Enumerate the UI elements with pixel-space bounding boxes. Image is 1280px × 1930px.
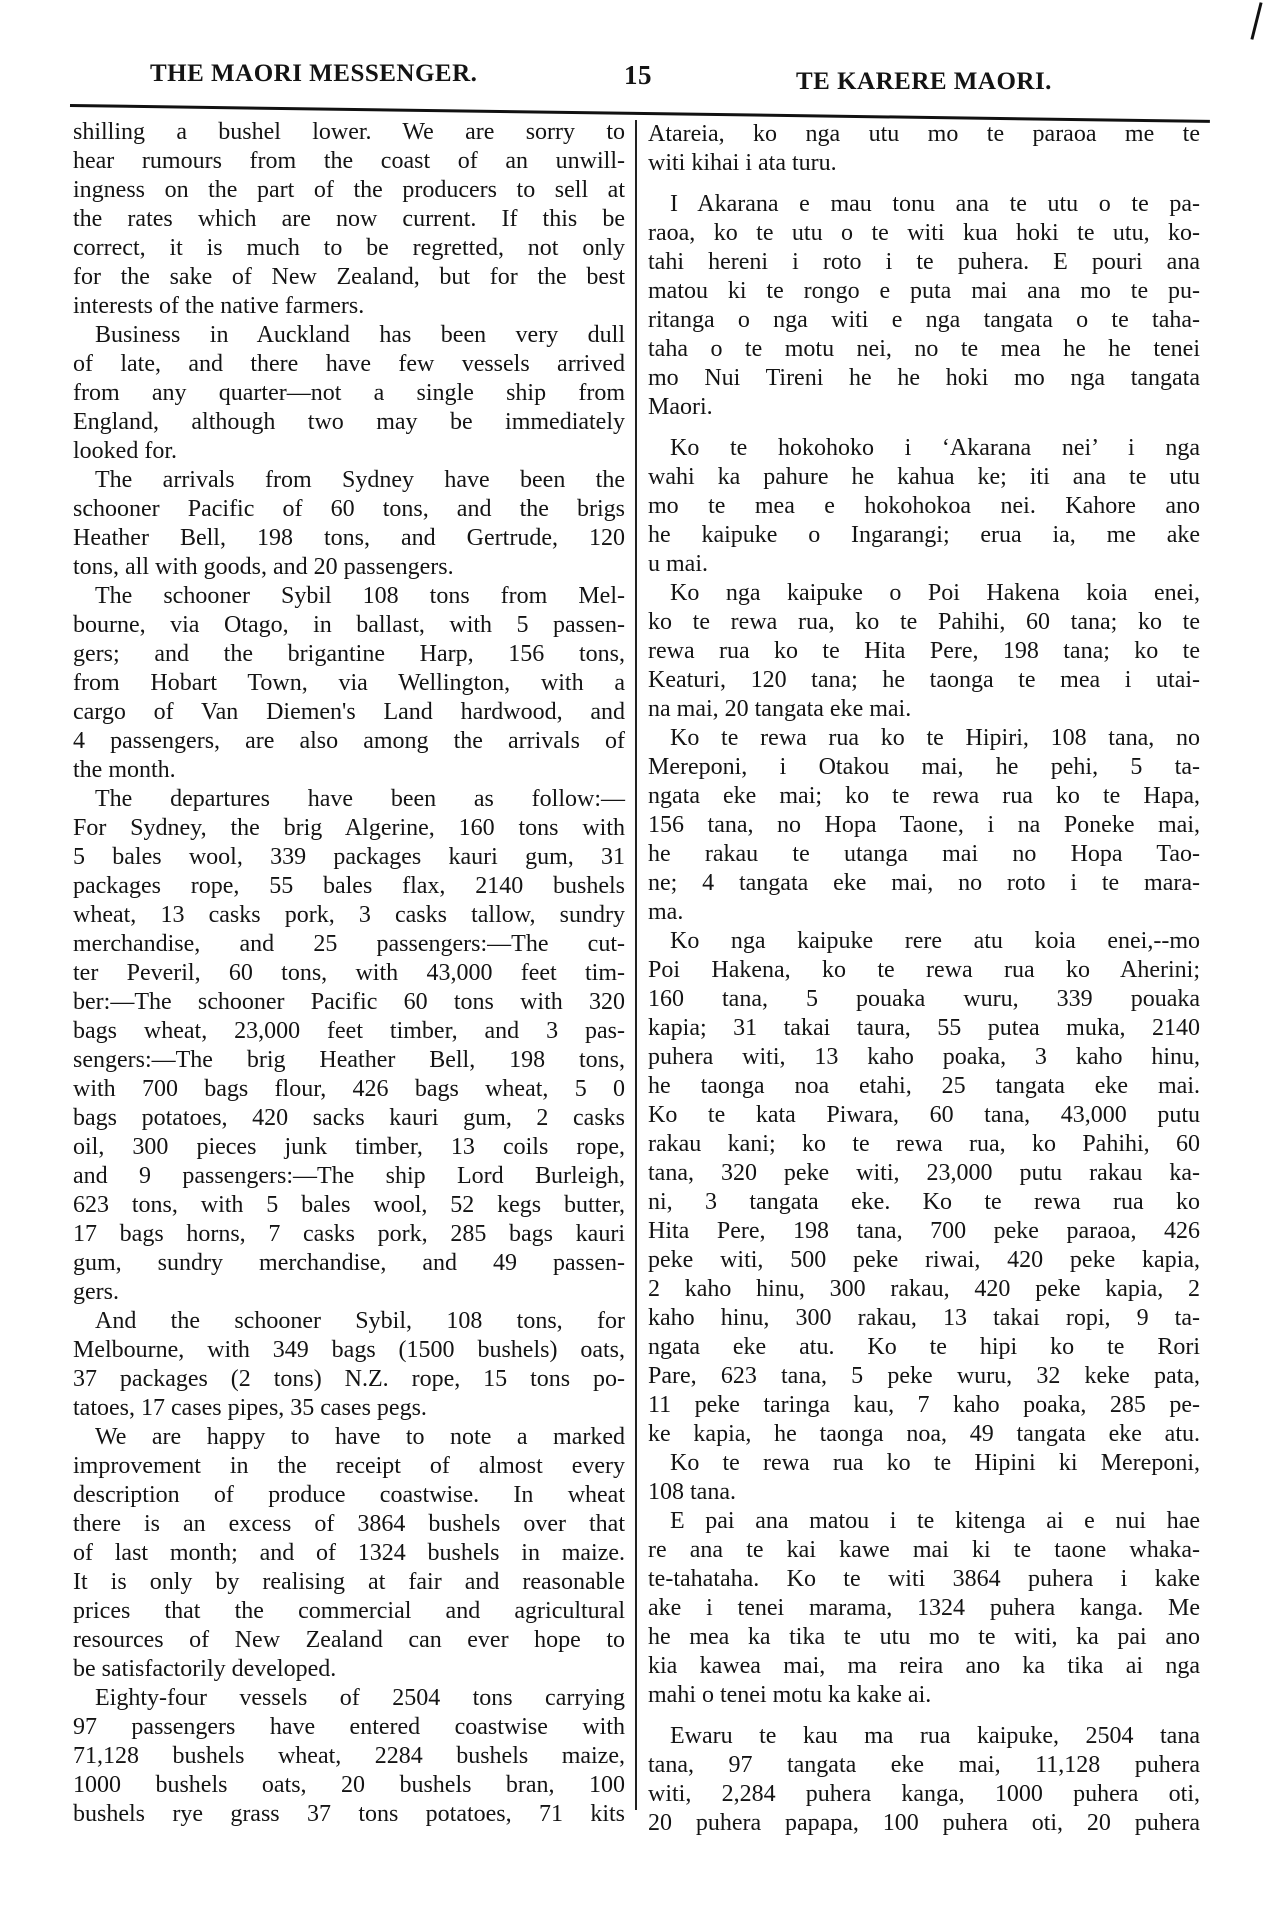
text-line: of late, and there have few vessels arrived [73, 351, 625, 377]
text-line: sengers:—The brig Heather Bell, 198 tons, [73, 1047, 625, 1073]
text-line: And the schooner Sybil, 108 tons, for [95, 1308, 625, 1334]
text-line: gers; and the brigantine Harp, 156 tons, [73, 641, 625, 667]
column-divider [635, 120, 637, 1810]
text-line: ake i tenei marama, 1324 puhera kanga. Me [648, 1595, 1200, 1621]
text-line: kaho hinu, 300 rakau, 13 takai ropi, 9 ta- [648, 1305, 1200, 1331]
text-line: bourne, via Otago, in ballast, with 5 passen- [73, 612, 625, 638]
text-line: taha o te motu nei, no te mea he he tenei [648, 336, 1200, 362]
text-line: matou ki te rongo e puta mai ana mo te pu- [648, 278, 1200, 304]
page-number: 15 [624, 60, 652, 90]
text-line: mahi o tenei motu ka kake ai. [648, 1682, 932, 1708]
text-line: description of produce coastwise. In wheat [73, 1482, 625, 1508]
masthead-english-title: THE MAORI MESSENGER. [150, 60, 478, 87]
text-line: te-tahataha. Ko te witi 3864 puhera i kake [648, 1566, 1200, 1592]
text-line: Ko te rewa rua ko te Hipiri, 108 tana, no [670, 725, 1200, 751]
text-line: shilling a bushel lower. We are sorry to [73, 119, 625, 145]
text-line: wheat, 13 casks pork, 3 casks tallow, sundry [73, 902, 625, 928]
text-line: Melbourne, with 349 bags (1500 bushels) oats, [73, 1337, 625, 1363]
text-line: 37 packages (2 tons) N.Z. rope, 15 tons po- [73, 1366, 625, 1392]
text-line: The schooner Sybil 108 tons from Mel- [95, 583, 625, 609]
text-line: the month. [73, 757, 176, 783]
text-line: Ko te rewa rua ko te Hipini ki Mereponi, [670, 1450, 1200, 1476]
text-line: rewa rua ko te Hita Pere, 198 tana; ko te [648, 638, 1200, 664]
text-line: Ko nga kaipuke rere atu koia enei,--mo [670, 928, 1200, 954]
text-line: kia kawea mai, ma reira ano ka tika ai nga [648, 1653, 1200, 1679]
text-line: The departures have been as follow:— [95, 786, 625, 812]
text-line: looked for. [73, 438, 177, 464]
text-line: 2 kaho hinu, 300 rakau, 420 peke kapia, 2 [648, 1276, 1200, 1302]
text-line: peke witi, 500 peke riwai, 420 peke kapia, [648, 1247, 1200, 1273]
text-line: from Hobart Town, via Wellington, with a [73, 670, 625, 696]
text-line: witi, 2,284 puhera kanga, 1000 puhera oti, [648, 1781, 1200, 1807]
text-line: Business in Auckland has been very dull [95, 322, 625, 348]
text-line: bushels rye grass 37 tons potatoes, 71 kits [73, 1801, 625, 1827]
text-line: 1000 bushels oats, 20 bushels bran, 100 [73, 1772, 625, 1798]
text-line: hear rumours from the coast of an unwill- [73, 148, 625, 174]
text-line: witi kihai i ata turu. [648, 150, 837, 176]
text-line: 71,128 bushels wheat, 2284 bushels maize, [73, 1743, 625, 1769]
text-line: he mea ka tika te utu mo te witi, ka pai ano [648, 1624, 1200, 1650]
text-line: oil, 300 pieces junk timber, 13 coils rope, [73, 1134, 625, 1160]
text-line: ke kapia, he taonga noa, 49 tangata eke atu. [648, 1421, 1200, 1447]
text-line: ni, 3 tangata eke. Ko te rewa rua ko [648, 1189, 1200, 1215]
text-line: We are happy to have to note a marked [95, 1424, 625, 1450]
text-line: gum, sundry merchandise, and 49 passen- [73, 1250, 625, 1276]
text-line: It is only by realising at fair and reasonable [73, 1569, 625, 1595]
text-line: cargo of Van Diemen's Land hardwood, and [73, 699, 625, 725]
text-line: 160 tana, 5 pouaka wuru, 339 pouaka [648, 986, 1200, 1012]
text-line: ber:—The schooner Pacific 60 tons with 320 [73, 989, 625, 1015]
text-line: bags wheat, 23,000 feet timber, and 3 pas- [73, 1018, 625, 1044]
text-line: for the sake of New Zealand, but for the best [73, 264, 625, 290]
text-line: Keaturi, 120 tana; he taonga te mea i utai- [648, 667, 1200, 693]
text-line: there is an excess of 3864 bushels over that [73, 1511, 625, 1537]
text-line: Ewaru te kau ma rua kaipuke, 2504 tana [670, 1723, 1200, 1749]
text-line: England, although two may be immediately [73, 409, 625, 435]
text-line: Atareia, ko nga utu mo te paraoa me te [648, 121, 1200, 147]
text-line: Mereponi, i Otakou mai, he pehi, 5 ta- [648, 754, 1200, 780]
text-line: 156 tana, no Hopa Taone, i na Poneke mai, [648, 812, 1200, 838]
text-line: For Sydney, the brig Algerine, 160 tons with [73, 815, 625, 841]
text-line: from any quarter—not a single ship from [73, 380, 625, 406]
text-line: resources of New Zealand can ever hope to [73, 1627, 625, 1653]
text-line: prices that the commercial and agricultural [73, 1598, 625, 1624]
text-line: ritanga o nga witi e nga tangata o te taha- [648, 307, 1200, 333]
text-line: ne; 4 tangata eke mai, no roto i te mara- [648, 870, 1200, 896]
text-line: schooner Pacific of 60 tons, and the brigs [73, 496, 625, 522]
text-line: with 700 bags flour, 426 bags wheat, 5 0 [73, 1076, 625, 1102]
text-line: Heather Bell, 198 tons, and Gertrude, 120 [73, 525, 625, 551]
text-line: u mai. [648, 551, 708, 577]
text-line: ingness on the part of the producers to sell at [73, 177, 625, 203]
text-line: and 9 passengers:—The ship Lord Burleigh, [73, 1163, 625, 1189]
text-line: ngata eke mai; ko te rewa rua ko te Hapa, [648, 783, 1200, 809]
text-line: merchandise, and 25 passengers:—The cut- [73, 931, 625, 957]
maori-column [648, 120, 1200, 1838]
text-line: re ana te kai kawe mai ki te taone whaka- [648, 1537, 1200, 1563]
text-line: raoa, ko te utu o te witi kua hoki te utu, ko- [648, 220, 1200, 246]
text-line: ter Peveril, 60 tons, with 43,000 feet tim- [73, 960, 625, 986]
handwritten-pen-mark [1250, 2, 1262, 40]
text-line: rakau kani; ko te rewa rua, ko Pahihi, 60 [648, 1131, 1200, 1157]
text-line: Ko nga kaipuke o Poi Hakena koia enei, [670, 580, 1200, 606]
text-line: mo Nui Tireni he he hoki mo nga tangata [648, 365, 1200, 391]
text-line: ma. [648, 899, 684, 925]
text-line: 4 passengers, are also among the arrivals of [73, 728, 625, 754]
text-line: 17 bags horns, 7 casks pork, 285 bags kauri [73, 1221, 625, 1247]
text-line: improvement in the receipt of almost every [73, 1453, 625, 1479]
masthead-maori-title: TE KARERE MAORI. [796, 68, 1052, 95]
text-line: E pai ana matou i te kitenga ai e nui hae [670, 1508, 1200, 1534]
text-line: 108 tana. [648, 1479, 736, 1505]
text-line: Pare, 623 tana, 5 peke wuru, 32 keke pata, [648, 1363, 1200, 1389]
text-line: he taonga noa etahi, 25 tangata eke mai. [648, 1073, 1200, 1099]
text-line: bags potatoes, 420 sacks kauri gum, 2 casks [73, 1105, 625, 1131]
english-column [73, 118, 625, 1829]
text-line: wahi ka pahure he kahua ke; iti ana te utu [648, 464, 1200, 490]
text-line: he kaipuke o Ingarangi; erua ia, me ake [648, 522, 1200, 548]
text-line: he rakau te utanga mai no Hopa Tao- [648, 841, 1200, 867]
text-line: gers. [73, 1279, 119, 1305]
text-line: 11 peke taringa kau, 7 kaho poaka, 285 pe- [648, 1392, 1200, 1418]
text-line: tahi hereni i roto i te puhera. E pouri ana [648, 249, 1200, 275]
text-line: The arrivals from Sydney have been the [95, 467, 625, 493]
text-line: 5 bales wool, 339 packages kauri gum, 31 [73, 844, 625, 870]
text-line: correct, it is much to be regretted, not only [73, 235, 625, 261]
text-line: Ko te hokohoko i ‘Akarana nei’ i nga [670, 435, 1200, 461]
text-line: puhera witi, 13 kaho poaka, 3 kaho hinu, [648, 1044, 1200, 1070]
text-line: I Akarana e mau tonu ana te utu o te pa- [670, 191, 1200, 217]
text-line: be satisfactorily developed. [73, 1656, 337, 1682]
text-line: tatoes, 17 cases pipes, 35 cases pegs. [73, 1395, 427, 1421]
text-line: Poi Hakena, ko te rewa rua ko Aherini; [648, 957, 1200, 983]
text-line: 97 passengers have entered coastwise with [73, 1714, 625, 1740]
text-line: tana, 97 tangata eke mai, 11,128 puhera [648, 1752, 1200, 1778]
text-line: na mai, 20 tangata eke mai. [648, 696, 912, 722]
text-line: tana, 320 peke witi, 23,000 putu rakau ka- [648, 1160, 1200, 1186]
text-line: Maori. [648, 394, 713, 420]
text-line: Hita Pere, 198 tana, 700 peke paraoa, 426 [648, 1218, 1200, 1244]
text-line: 623 tons, with 5 bales wool, 52 kegs butter, [73, 1192, 625, 1218]
text-line: interests of the native farmers. [73, 293, 365, 319]
text-line: tons, all with goods, and 20 passengers. [73, 554, 454, 580]
text-line: ko te rewa rua, ko te Pahihi, 60 tana; ko te [648, 609, 1200, 635]
text-line: the rates which are now current. If this be [73, 206, 625, 232]
text-line: of last month; and of 1324 bushels in maize. [73, 1540, 625, 1566]
text-line: Ko te kata Piwara, 60 tana, 43,000 putu [648, 1102, 1200, 1128]
text-line: packages rope, 55 bales flax, 2140 bushels [73, 873, 625, 899]
text-line: 20 puhera papapa, 100 puhera oti, 20 puhera [648, 1810, 1200, 1836]
text-line: kapia; 31 takai taura, 55 putea muka, 2140 [648, 1015, 1200, 1041]
text-line: mo te mea e hokohokoa nei. Kahore ano [648, 493, 1200, 519]
text-line: ngata eke atu. Ko te hipi ko te Rori [648, 1334, 1200, 1360]
text-line: Eighty-four vessels of 2504 tons carrying [95, 1685, 625, 1711]
